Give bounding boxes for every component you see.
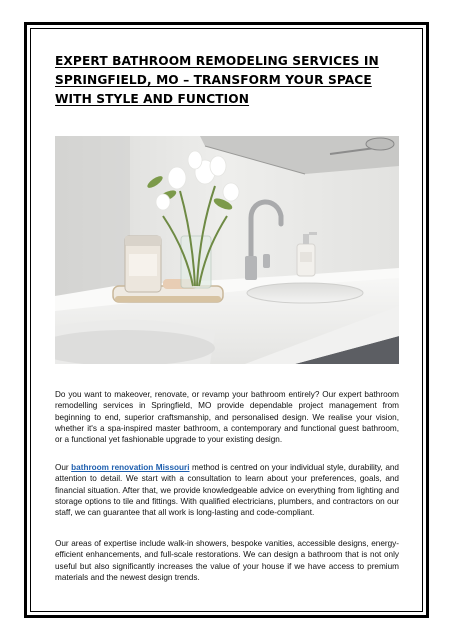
document-title: EXPERT BATHROOM REMODELING SERVICES IN SPRINGFIELD, MO – TRANSFORM YOUR SPACE WITH STYLE AND FUNCTION [55, 54, 379, 106]
bathroom-vanity-photo [55, 136, 399, 364]
bathroom-renovation-link[interactable]: bathroom renovation Missouri [71, 463, 190, 472]
method-paragraph-prefix: Our [55, 463, 72, 472]
expertise-paragraph: Our areas of expertise include walk-in showers, bespoke vanities, accessible designs, energy-efficient enhancements, and full-scale restorations. We can design a bathroom that is not only useful but also significantly increases the value of your house if we have access to premium materials and the newest design trends. [55, 539, 399, 582]
method-paragraph [55, 462, 399, 518]
intro-paragraph: Do you want to makeover, renovate, or revamp your bathroom entirely? Our expert bathroom remodelling services in Springfield, MO provide dependable project management from beginning to end, superior craftsmanship, and personalised design. We realise your vision, whether it's a spa-inspired master bathroom, a contemporary and functional guest bathroom, or a functional yet fashionable upgrade to your existing design. [55, 390, 399, 445]
method-paragraph-text: method is centred on your individual style, durability, and attention to detail. We start with a consultation to learn about your preferences, goals, and financial situation. After that, we provide knowledgeable advice on everything from lighting and storage options to tile and fittings. With qualified electricians, plumbers, and contractors on our staff, we can guarantee that all work is long-lasting and code-compliant. [55, 463, 399, 518]
